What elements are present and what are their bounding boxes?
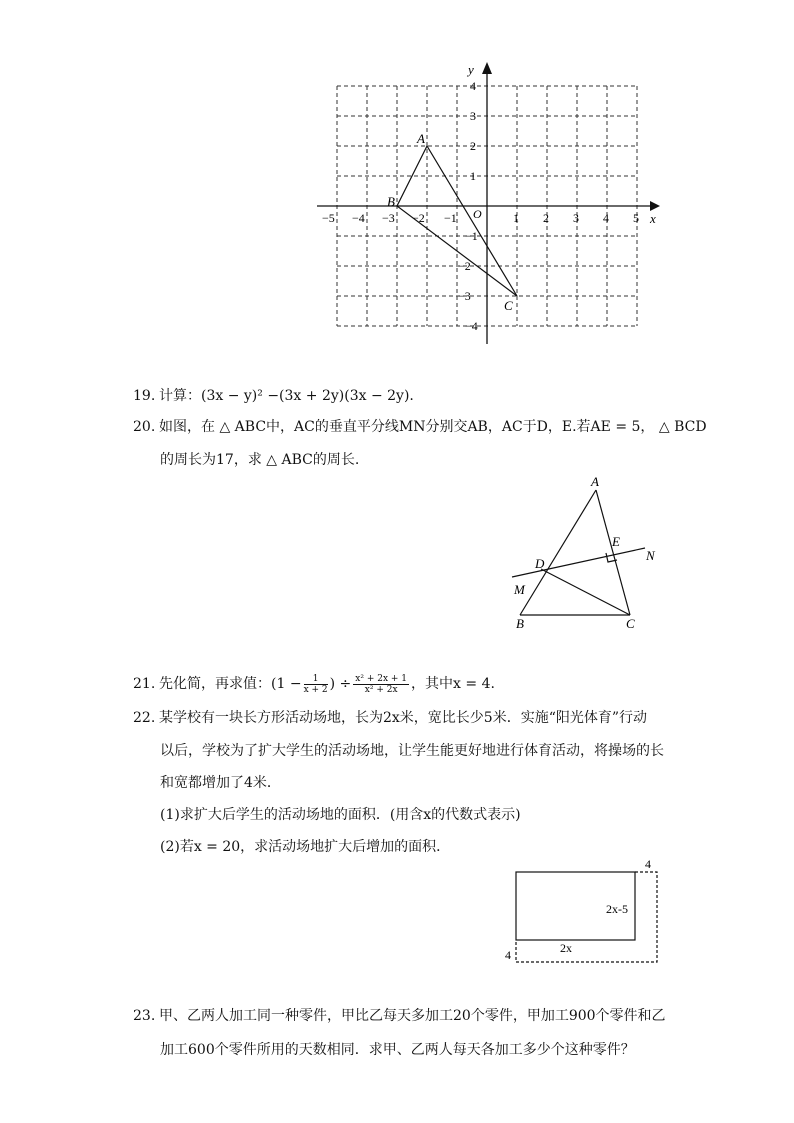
question-21 xyxy=(133,670,495,698)
coordinate-graph xyxy=(0,0,794,360)
label-e: E xyxy=(612,534,620,549)
x-tick: 1 xyxy=(513,211,519,225)
label-b: B xyxy=(516,616,524,631)
y-axis-label: y xyxy=(468,62,474,77)
label-bottom-left: 4 xyxy=(505,948,511,962)
question-text: 甲、乙两人加工同一种零件，甲比乙每天多加工20个零件，甲加工900个零件和乙 xyxy=(159,1008,666,1024)
y-tick: −2 xyxy=(458,259,471,273)
fraction-2-numerator: x² + 2x + 1 xyxy=(355,673,408,684)
x-tick: −5 xyxy=(322,211,335,225)
y-tick: 2 xyxy=(470,139,476,153)
question-22-line2: 以后，学校为了扩大学生的活动场地，让学生能更好地进行体育活动，将操场的长 xyxy=(160,743,664,759)
fraction-1-denominator: x + 2 xyxy=(303,684,328,695)
x-tick: −2 xyxy=(412,211,425,225)
question-number: 21. xyxy=(133,676,156,692)
label-n: N xyxy=(646,548,655,563)
x-tick: 4 xyxy=(603,211,609,225)
label-d: D xyxy=(535,556,545,571)
point-a-label: A xyxy=(417,131,425,146)
label-top-right: 4 xyxy=(645,857,651,871)
question-22-sub2: (2)若x = 20，求活动场地扩大后增加的面积． xyxy=(160,839,451,855)
label-m: M xyxy=(514,582,525,597)
question-20-line2: 的周长为17，求 △ ABC的周长. xyxy=(160,452,360,468)
y-tick: −1 xyxy=(465,229,478,243)
y-tick: −4 xyxy=(465,319,478,333)
question-text: 计算：(3x − y)² −(3x + 2y)(3x − 2y). xyxy=(159,388,414,404)
x-tick: −4 xyxy=(352,211,365,225)
x-axis-label: x xyxy=(650,211,656,226)
question-22-sub1: (1)求扩大后学生的活动场地的面积．(用含x的代数式表示) xyxy=(160,807,521,823)
point-b-label: B xyxy=(387,194,395,209)
x-tick: −3 xyxy=(382,211,395,225)
y-tick: −3 xyxy=(458,289,471,303)
question-number: 22. xyxy=(133,710,156,726)
question-19 xyxy=(133,385,414,407)
x-tick: −1 xyxy=(444,211,457,225)
y-tick: 3 xyxy=(470,109,476,123)
question-22-line3: 和宽都增加了4米． xyxy=(160,775,281,791)
origin-label: O xyxy=(473,207,482,221)
question-text: 某学校有一块长方形活动场地，长为2x米，宽比长少5米．实施“阳光体育”行动 xyxy=(159,710,648,726)
fraction-2 xyxy=(353,674,409,695)
question-20 xyxy=(133,416,707,438)
y-tick: 1 xyxy=(470,169,476,183)
rectangle-figure xyxy=(0,852,794,972)
label-length: 2x xyxy=(560,941,572,955)
x-tick: 5 xyxy=(633,211,639,225)
q21-mid: ) ÷ xyxy=(329,676,352,692)
fraction-1-numerator: 1 xyxy=(304,674,328,685)
y-tick: 4 xyxy=(470,79,476,93)
label-width: 2x-5 xyxy=(606,902,628,916)
x-tick: 2 xyxy=(543,211,549,225)
triangle-figure xyxy=(0,470,794,650)
label-c: C xyxy=(626,616,635,631)
question-number: 19. xyxy=(133,388,156,404)
question-number: 23. xyxy=(133,1008,156,1024)
question-number: 20. xyxy=(133,419,156,435)
question-23 xyxy=(133,1005,666,1027)
q21-suffix: ，其中x = 4. xyxy=(411,676,495,692)
point-c-label: C xyxy=(504,298,513,313)
question-23-line2: 加工600个零件所用的天数相同．求甲、乙两人每天各加工多少个这种零件？ xyxy=(160,1042,635,1058)
q21-prefix: 先化简，再求值：(1 − xyxy=(159,676,302,692)
label-a: A xyxy=(591,474,599,489)
question-22 xyxy=(133,707,647,729)
question-text: 如图，在 △ ABC中，AC的垂直平分线MN分别交AB，AC于D，E.若AE = 5， △ BCD xyxy=(159,419,707,435)
fraction-2-denominator: x² + 2x xyxy=(364,684,398,695)
fraction-1 xyxy=(304,674,328,695)
x-tick: 3 xyxy=(573,211,579,225)
